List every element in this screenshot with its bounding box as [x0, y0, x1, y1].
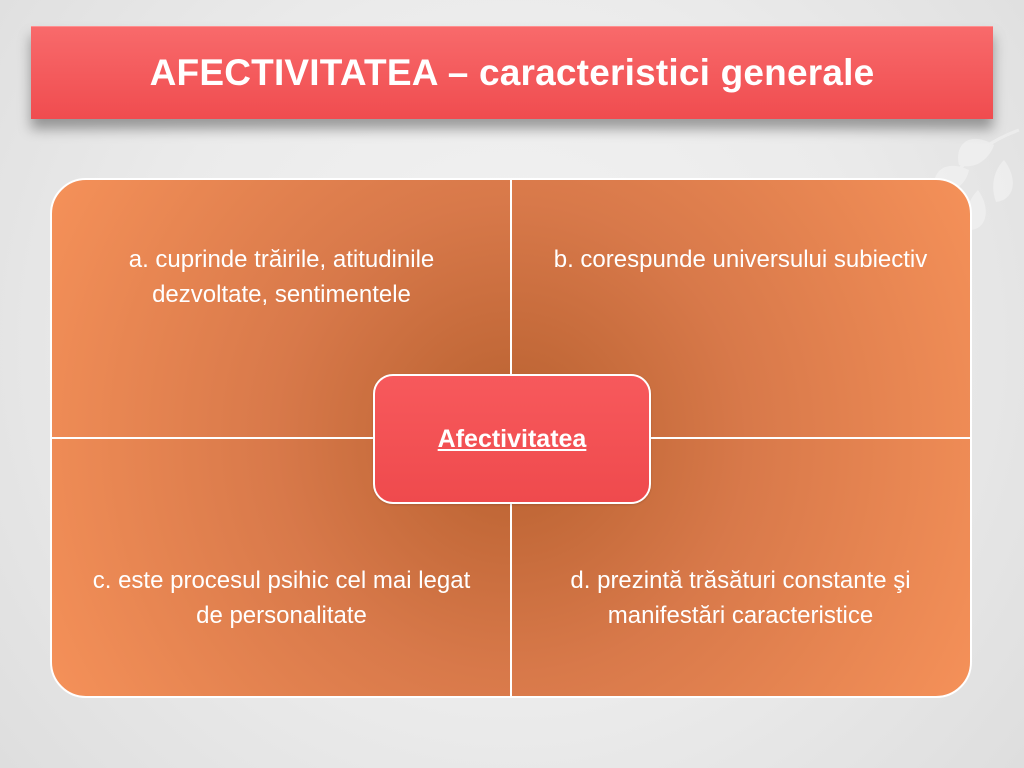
quadrant-c-text: c. este procesul psihic cel mai legat de personalitate [92, 567, 471, 629]
quadrant-a-text: a. cuprinde trăirile, atitudinile dezvoltate, sentimentele [128, 246, 435, 308]
center-concept-label: Afectivitatea [437, 424, 587, 453]
quadrant-b-text: b. corespunde universului subiectiv [553, 246, 928, 273]
center-concept-box [373, 374, 651, 504]
quadrant-d-text: d. prezintă trăsături constante şi manifestări caracteristice [570, 567, 911, 629]
title-banner [31, 26, 993, 119]
slide-title: AFECTIVITATEA – caracteristici generale [149, 52, 875, 93]
